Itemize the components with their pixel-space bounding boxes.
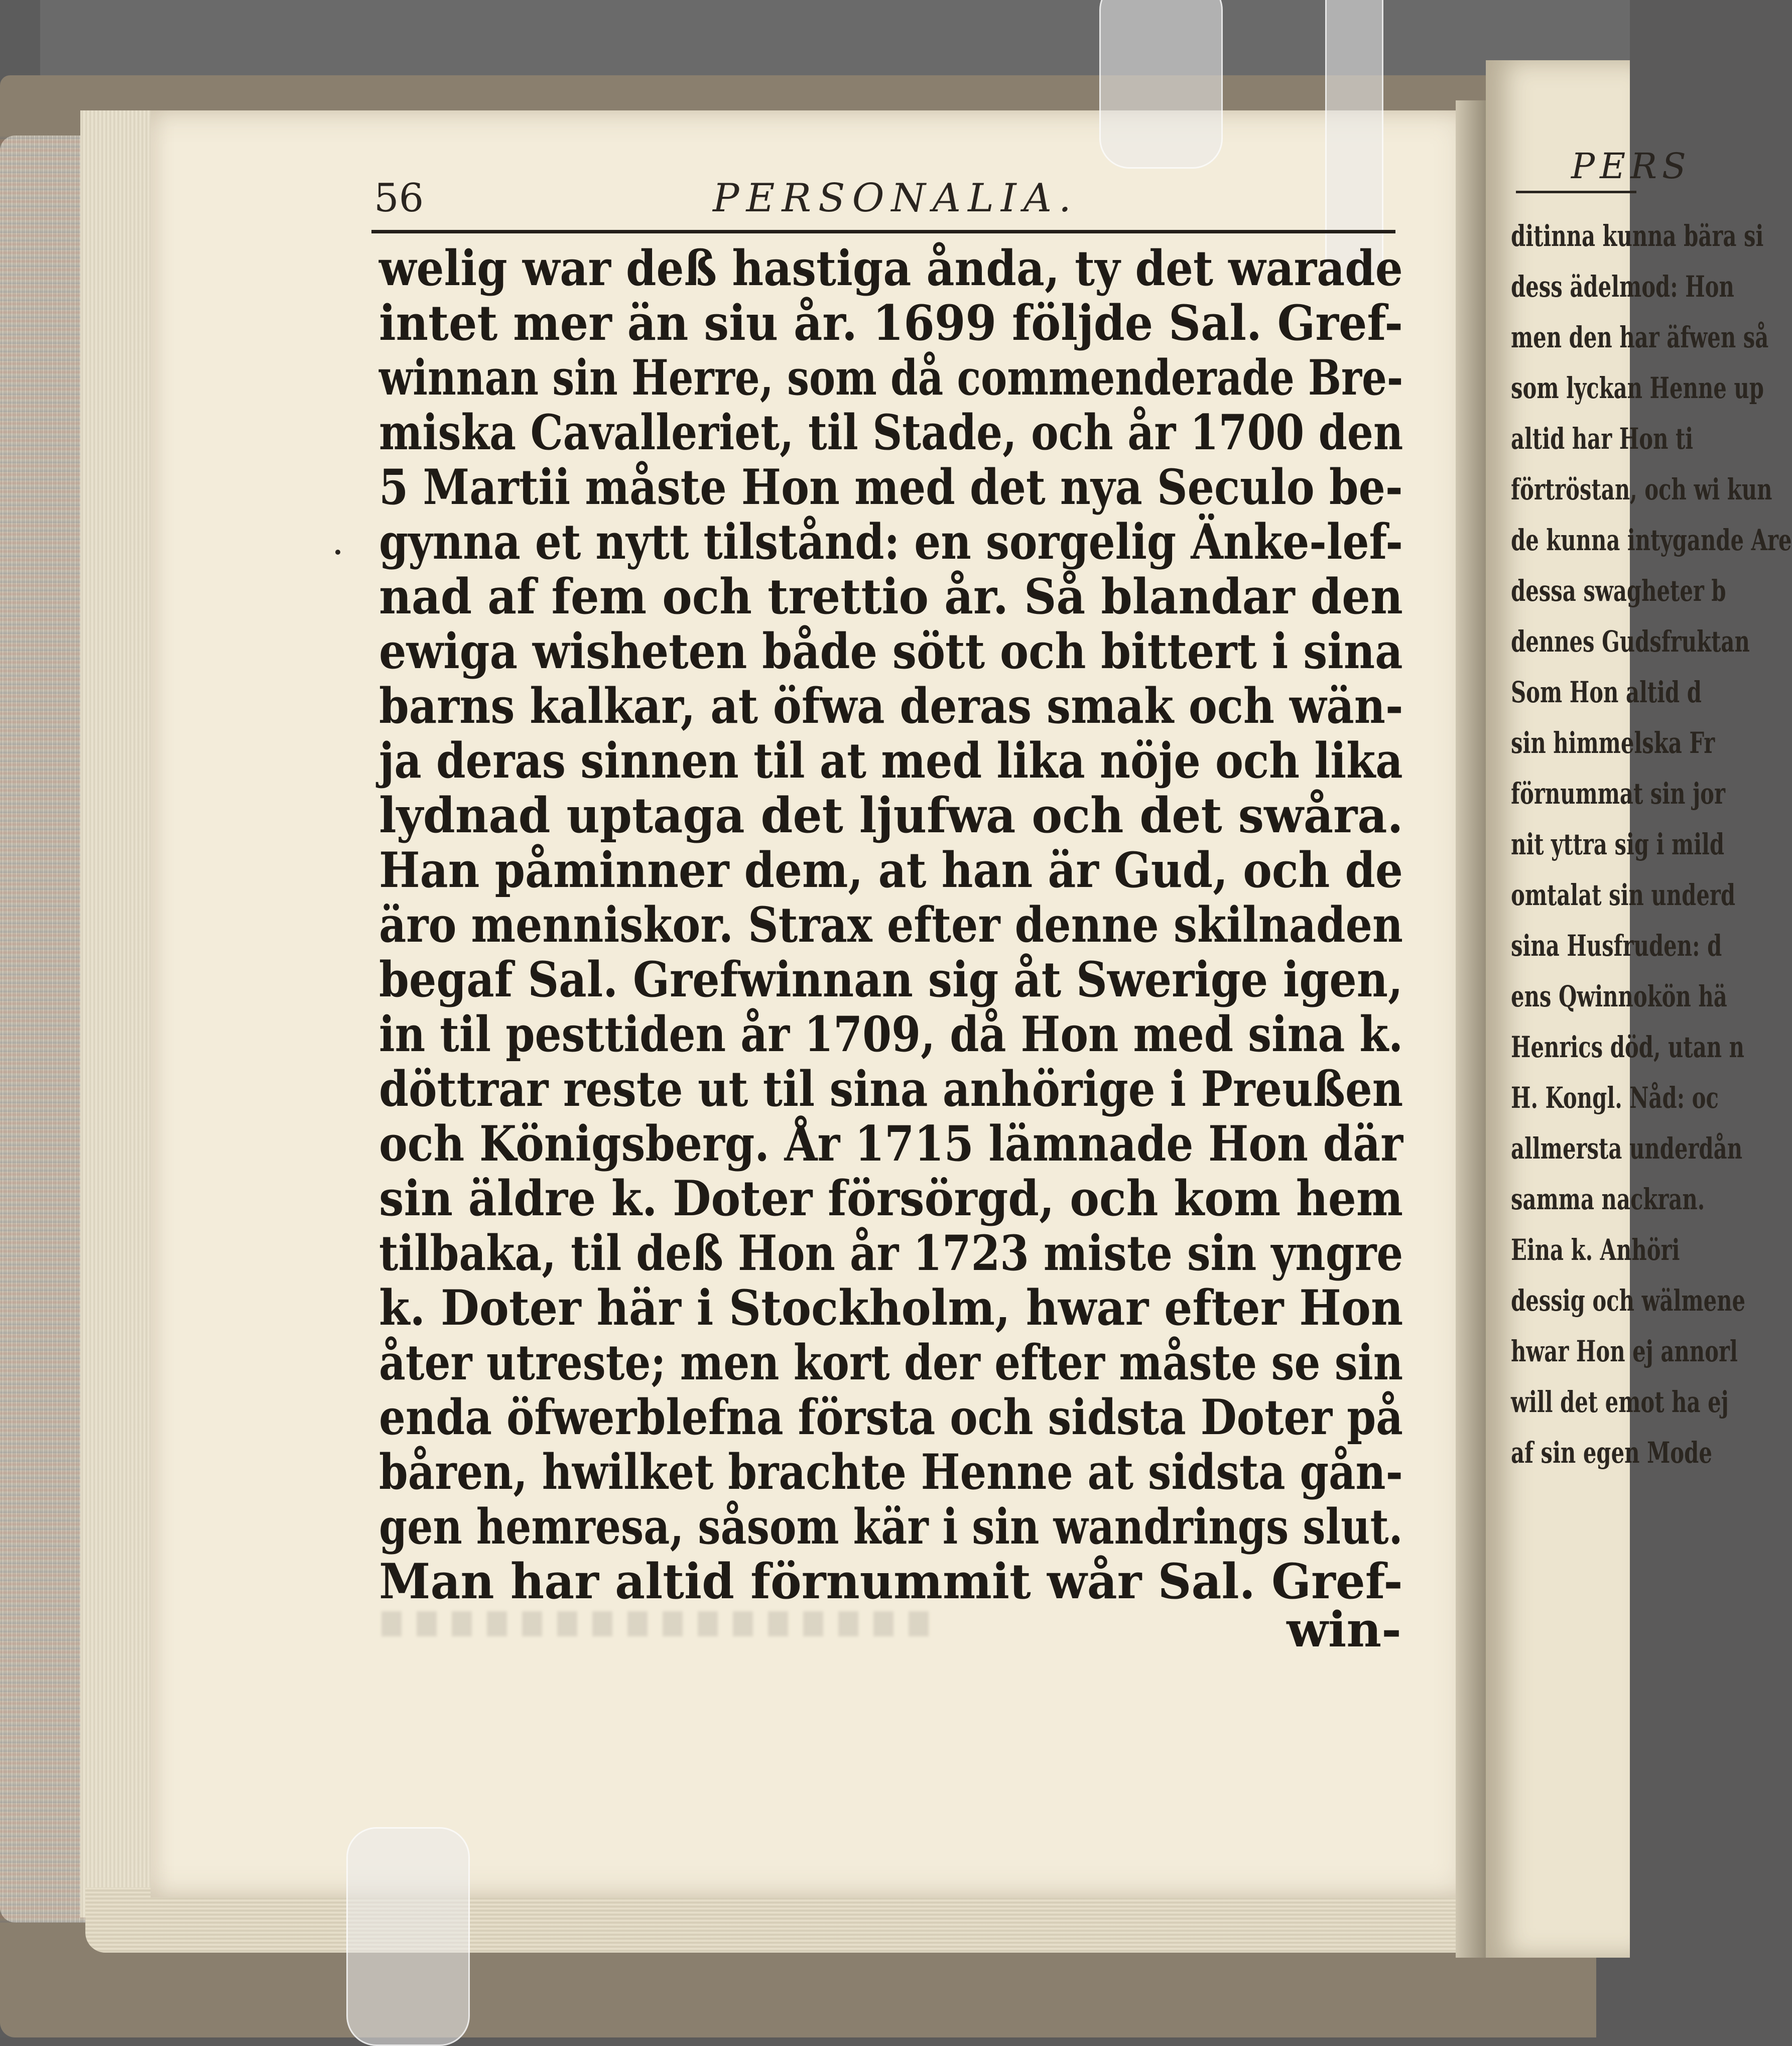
- text-line: ewiga wisheten både sött och bittert i sina: [379, 623, 1403, 680]
- text-line: welig war deß hastiga ånda, ty det warade: [379, 240, 1403, 297]
- text-line: 5 Martii måste Hon med det nya Seculo be-: [379, 459, 1403, 516]
- text-line: döttrar reste ut til sina anhörige i Preußen: [379, 1061, 1403, 1117]
- text-line: tilbaka, til deß Hon år 1723 miste sin yngre: [379, 1225, 1403, 1282]
- text-line: och Königsberg. År 1715 lämnade Hon där: [379, 1115, 1403, 1172]
- running-head: PERSONALIA.: [713, 176, 1078, 221]
- recto-text-line: altid har Hon ti: [1511, 422, 1694, 456]
- text-line: Man har altid förnummit wår Sal. Gref-: [379, 1553, 1403, 1610]
- text-line: båren, hwilket brachte Henne at sidsta gån-: [379, 1444, 1403, 1500]
- recto-text-line: allmersta underdån: [1511, 1131, 1743, 1166]
- catchword: win-: [1287, 1601, 1401, 1658]
- recto-running-head: PERS: [1571, 146, 1691, 187]
- recto-text-line: de kunna intygande Are: [1511, 523, 1792, 557]
- page-stack: [80, 110, 161, 1917]
- recto-text-line: hwar Hon ej annorl: [1511, 1334, 1738, 1368]
- clip-bottom: [346, 1827, 470, 2046]
- text-line: begaf Sal. Grefwinnan sig åt Swerige igen,: [379, 951, 1403, 1008]
- recto-text-line: af sin egen Mode: [1511, 1436, 1712, 1470]
- text-line: barns kalkar, at öfwa deras smak och wän-: [379, 678, 1403, 734]
- recto-text-line: omtalat sin underd: [1511, 878, 1736, 912]
- text-line: nad af fem och trettio år. Så blandar den: [379, 568, 1403, 625]
- recto-text-line: förtröstan, och wi kun: [1511, 472, 1772, 506]
- ink-dot: [335, 550, 340, 555]
- page-number: 56: [374, 176, 424, 221]
- recto-text-block: [1511, 211, 1792, 1478]
- recto-text-line: dess ädelmod: Hon: [1511, 270, 1734, 304]
- text-line: gynna et nytt tilstånd: en sorgelig Änke-lef-: [379, 514, 1403, 570]
- show-through-text: [381, 1611, 934, 1636]
- recto-text-line: dessig och wälmene: [1511, 1284, 1746, 1318]
- recto-text-line: som lyckan Henne up: [1511, 371, 1764, 405]
- text-line: k. Doter här i Stockholm, hwar efter Hon: [379, 1280, 1403, 1336]
- recto-text-line: men den har äfwen så: [1511, 320, 1769, 354]
- recto-head-rule: [1516, 191, 1636, 193]
- recto-text-line: H. Kongl. Nåd: oc: [1511, 1081, 1719, 1115]
- text-line: lydnad uptaga det ljufwa och det swåra.: [379, 787, 1403, 844]
- text-line: in til pesttiden år 1709, då Hon med sina k.: [379, 1006, 1403, 1063]
- recto-text-line: Henrics död, utan n: [1511, 1030, 1745, 1064]
- text-line: winnan sin Herre, som då commenderade Bre-: [379, 349, 1403, 406]
- recto-text-line: förnummat sin jor: [1511, 777, 1726, 811]
- recto-text-line: Som Hon altid d: [1511, 675, 1702, 709]
- text-line: enda öfwerblefna första och sidsta Doter på: [379, 1389, 1403, 1446]
- recto-text-line: ens Qwinnokön hä: [1511, 979, 1727, 1013]
- recto-text-line: will det emot ha ej: [1511, 1385, 1729, 1419]
- recto-text-line: dessa swagheter b: [1511, 574, 1726, 608]
- clip-top: [1099, 0, 1223, 169]
- recto-text-line: samma nackran.: [1511, 1182, 1705, 1216]
- body-text-block: [379, 241, 1403, 1609]
- text-line: gen hemresa, såsom kär i sin wandrings slut.: [379, 1498, 1403, 1555]
- text-line: sin äldre k. Doter försörgd, och kom hem: [379, 1170, 1403, 1227]
- recto-text-line: dennes Gudsfruktan: [1511, 624, 1750, 659]
- text-line: miska Cavalleriet, til Stade, och år 1700 den: [379, 404, 1403, 461]
- text-line: intet mer än siu år. 1699 följde Sal. Gref-: [379, 295, 1403, 351]
- header-rule: [371, 230, 1395, 233]
- text-line: ja deras sinnen til at med lika nöje och lika: [379, 732, 1403, 789]
- recto-text-line: nit yttra sig i mild: [1511, 827, 1725, 861]
- text-line: äro menniskor. Strax efter denne skilnaden: [379, 897, 1403, 953]
- recto-text-line: sina Husfruden: d: [1511, 929, 1722, 963]
- recto-text-line: ditinna kunna bära si: [1511, 219, 1764, 253]
- text-line: åter utreste; men kort der efter måste se sin: [379, 1334, 1403, 1391]
- recto-text-line: Eina k. Anhöri: [1511, 1233, 1680, 1267]
- recto-page: [1486, 60, 1792, 1958]
- recto-text-line: sin himmelska Fr: [1511, 726, 1715, 760]
- text-line: Han påminner dem, at han är Gud, och de: [379, 842, 1403, 899]
